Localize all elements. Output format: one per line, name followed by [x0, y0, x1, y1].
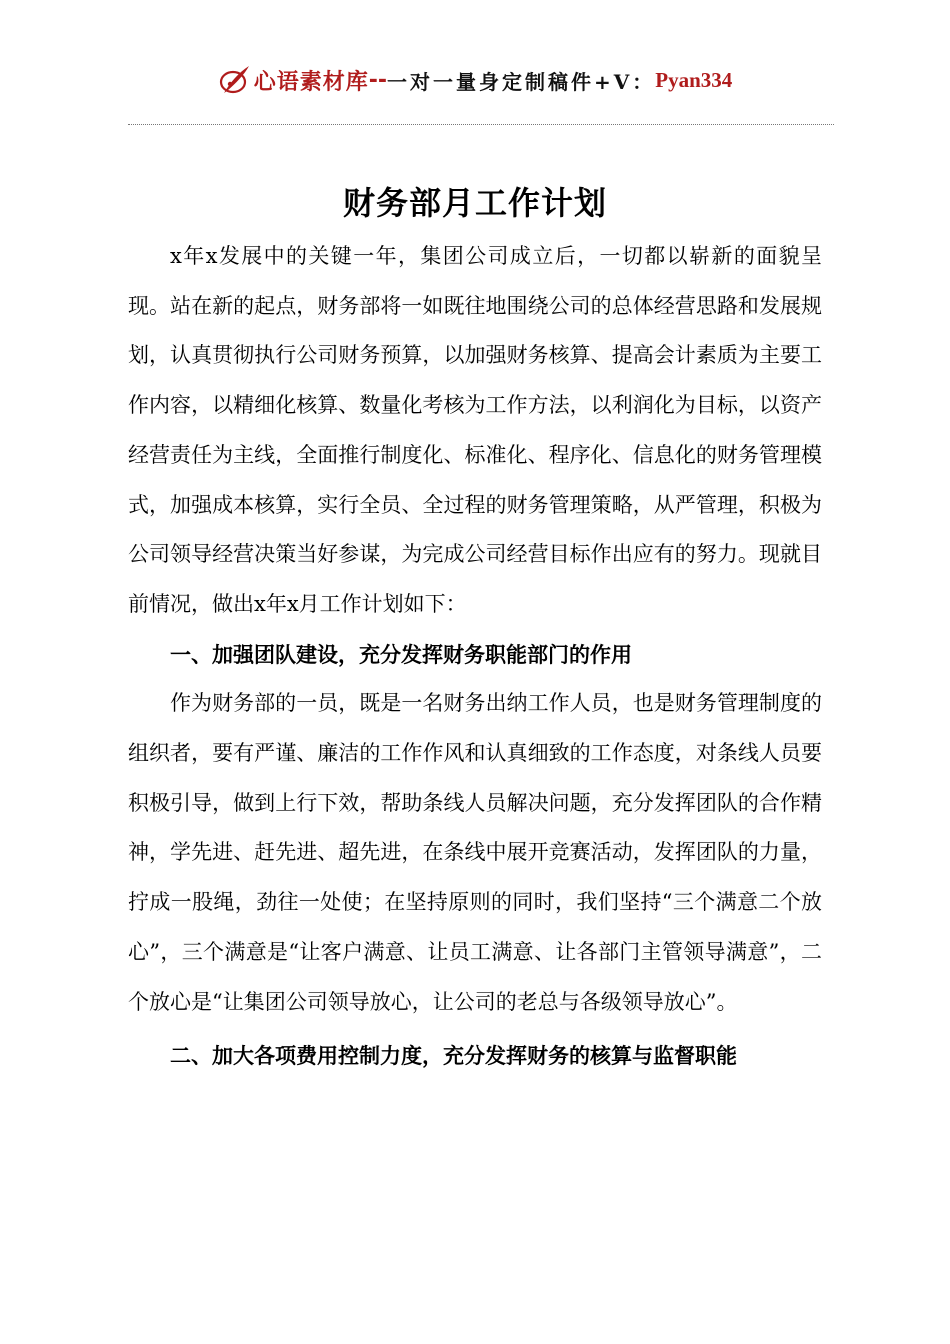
quill-circle-icon: [218, 63, 252, 97]
header-separator: --: [368, 67, 387, 93]
document-body: [128, 232, 822, 1081]
page-header: [0, 58, 950, 102]
header-contact: Pyan334: [655, 67, 733, 92]
section-1-paragraph: 作为财务部的一员，既是一名财务出纳工作人员，也是财务管理制度的组织者，要有严谨、廉洁的工作作风和认真细致的工作态度，对条线人员要积极引导，做到上行下效，帮助条线人员解决问题，充分发挥团队的合作精神，学先进、赶先进、超先进，在条线中展开竞赛活动，发挥团队的力量，拧成一股绳，劲往一处使；在坚持原则的同时，我们坚持“三个满意二个放心”，三个满意是“让客户满意、让员工满意、让各部门主管领导满意”，二个放心是“让集团公司领导放心，让公司的老总与各级领导放心”。: [128, 691, 822, 1014]
brand-name: 心语素材库: [253, 69, 369, 95]
intro-paragraph: x年x发展中的关键一年，集团公司成立后，一切都以崭新的面貌呈现。站在新的起点，财务部将一如既往地围绕公司的总体经营思路和发展规划，认真贯彻执行公司财务预算，以加强财务核算、提高会计素质为主要工作内容，以精细化核算、数量化考核为工作方法，以利润化为目标，以资产经营责任为主线，全面推行制度化、标准化、程序化、信息化的财务管理模式，加强成本核算，实行全员、全过程的财务管理策略，从严管理，积极为公司领导经营决策当好参谋，为完成公司经营目标作出应有的努力。现就目前情况，做出x年x月工作计划如下：: [128, 244, 822, 616]
header-slogan: 一对一量身定制稿件+V：: [386, 69, 656, 94]
section-heading-1: 一、加强团队建设，充分发挥财务职能部门的作用: [170, 641, 632, 667]
header-divider: [128, 124, 834, 125]
section-heading-2: 二、加大各项费用控制力度，充分发挥财务的核算与监督职能: [170, 1043, 737, 1069]
document-title: 财务部月工作计划: [342, 184, 607, 222]
